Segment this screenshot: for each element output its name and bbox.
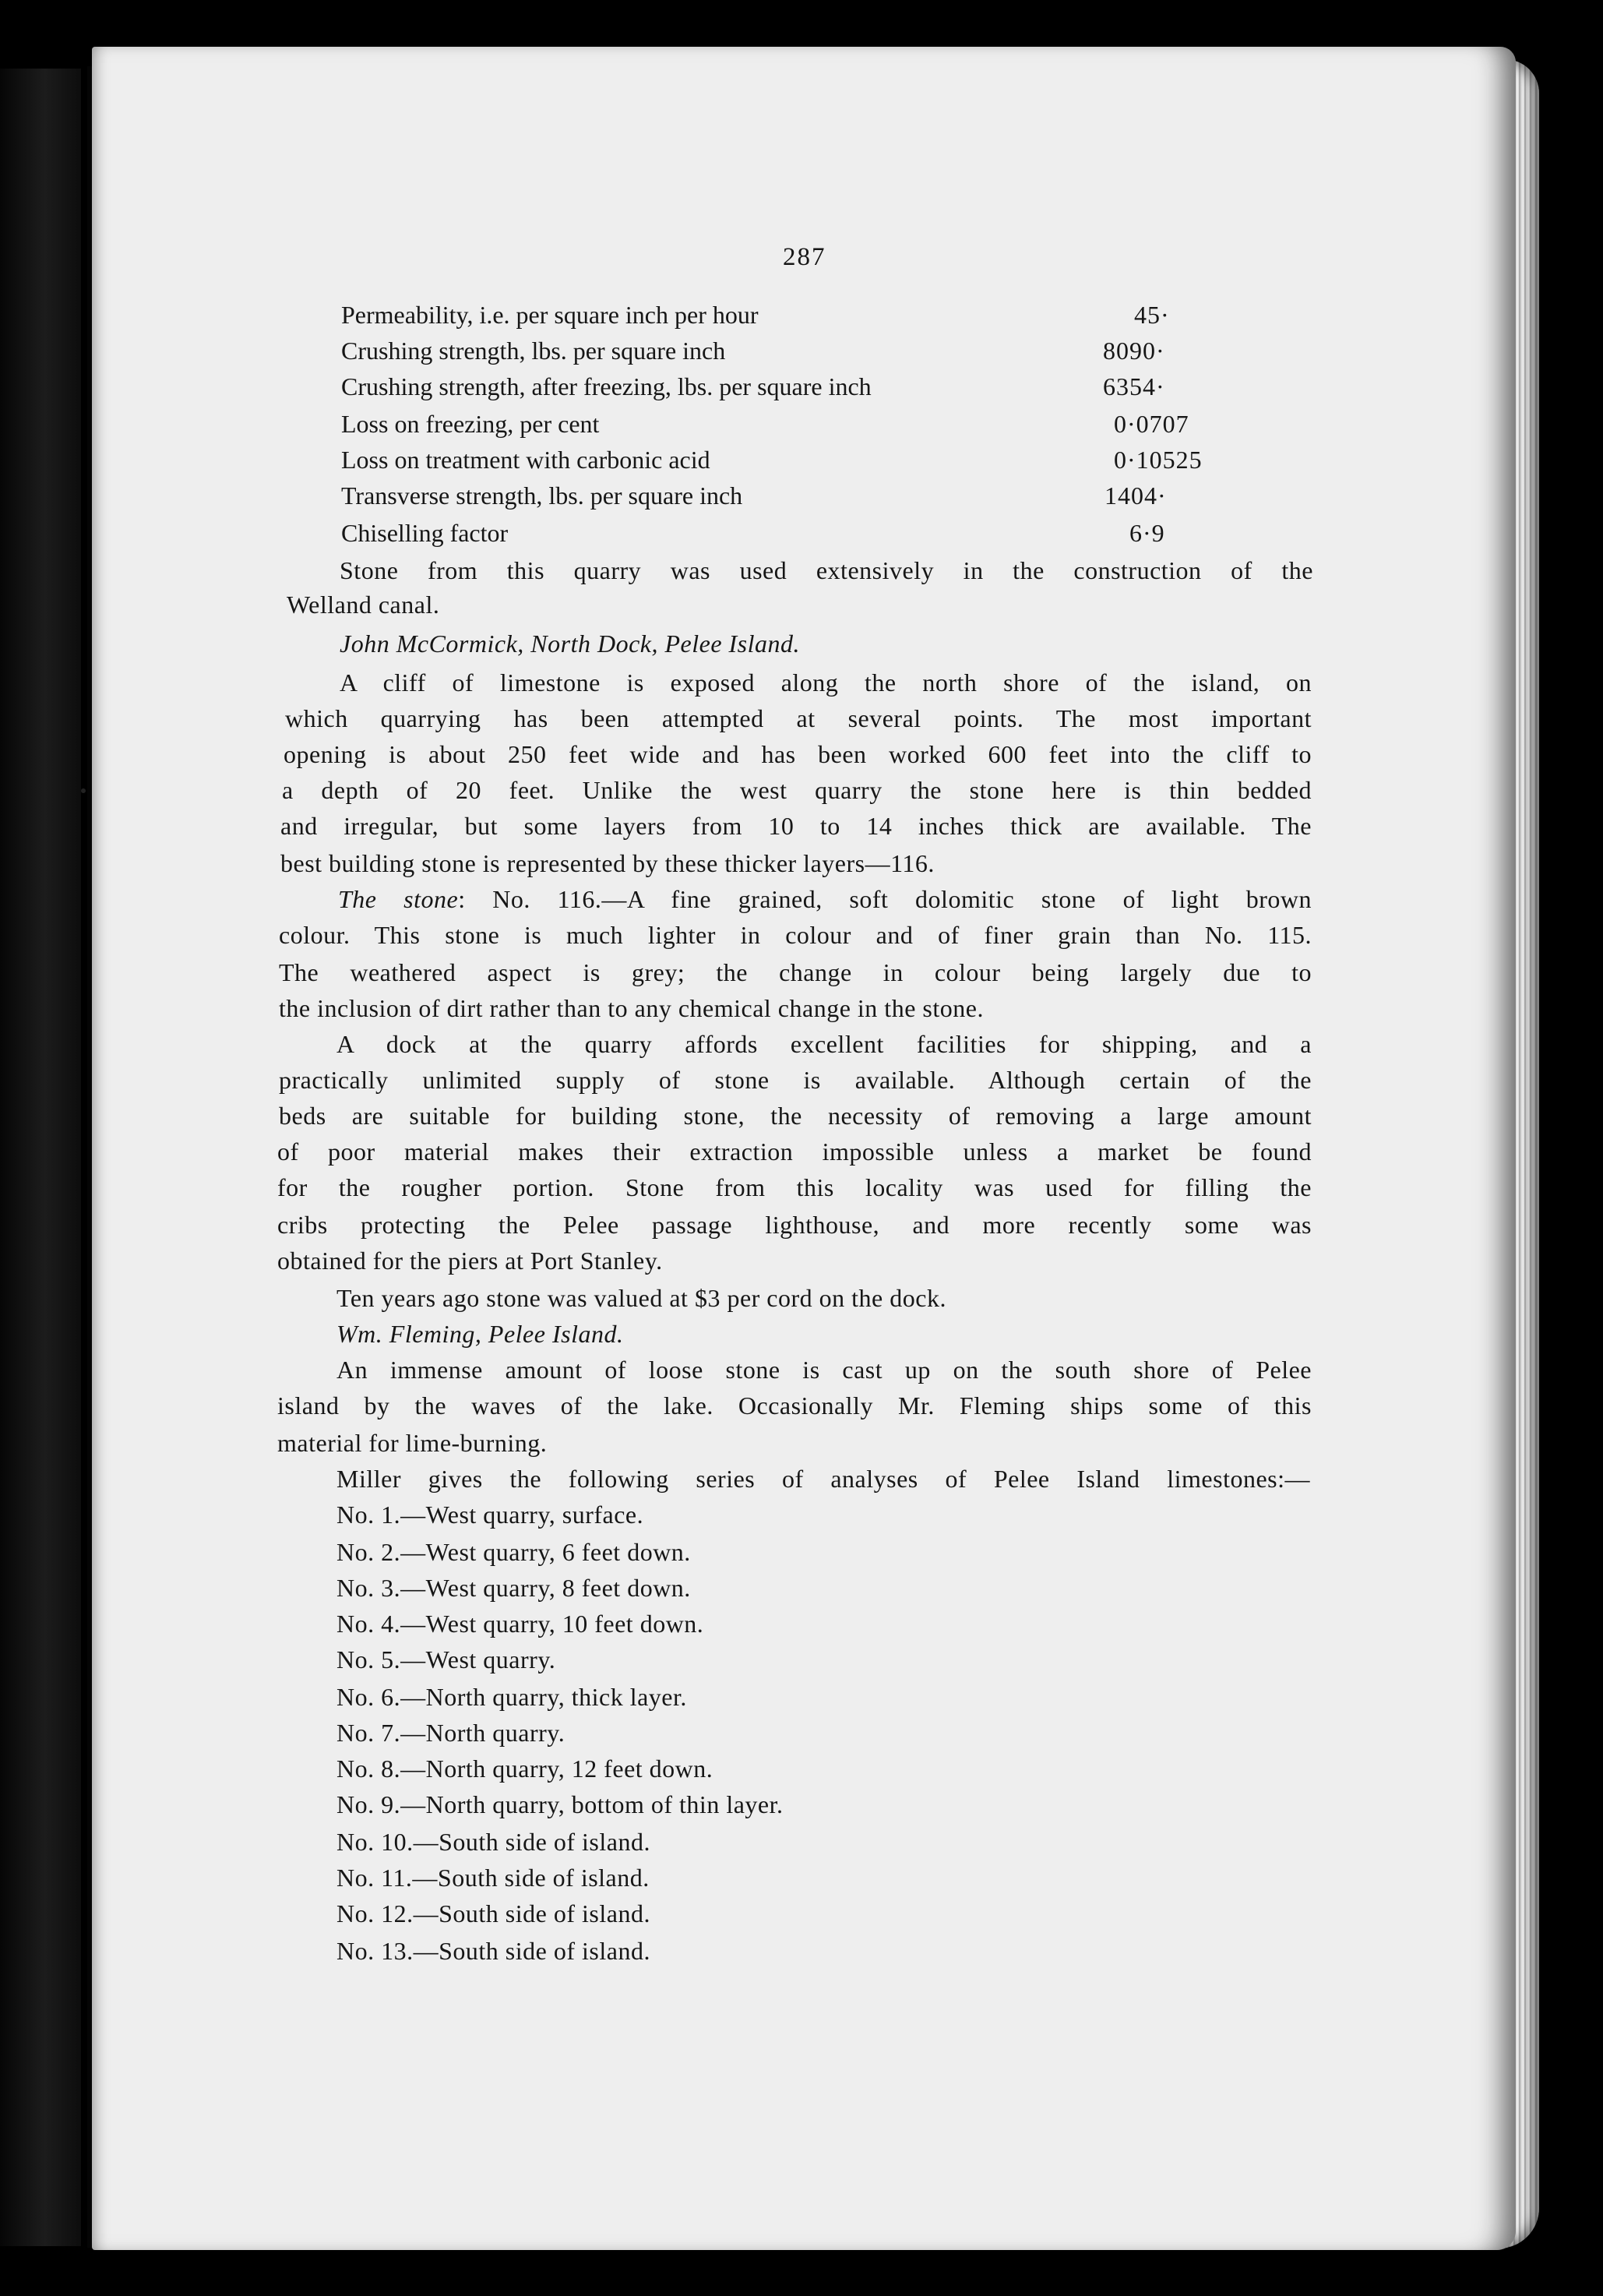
text-line: best building stone is represented by these thicker layers—116. [280, 849, 935, 877]
spec-value: 0·0707 [1114, 410, 1189, 438]
spec-row [341, 299, 1252, 330]
list-item: No. 10.—South side of island. [336, 1828, 650, 1856]
spec-value: 6354· [1103, 372, 1165, 400]
list-item: No. 2.—West quarry, 6 feet down. [336, 1538, 691, 1566]
spec-row [341, 480, 1252, 511]
text-line: A cliff of limestone is exposed along the north shore of the island, on [340, 668, 1312, 697]
spec-row [341, 444, 1252, 475]
text-line: colour. This stone is much lighter in colour and of finer grain than No. 115. [279, 921, 1312, 949]
section-heading: Wm. Fleming, Pelee Island. [336, 1320, 624, 1348]
list-item: No. 12.—South side of island. [336, 1899, 650, 1927]
inline-label: The stone [338, 885, 459, 913]
spec-label: Transverse strength, lbs. per square inch [341, 481, 743, 510]
spec-row [341, 335, 1252, 366]
list-item: No. 6.—North quarry, thick layer. [336, 1683, 687, 1711]
text-line: Ten years ago stone was valued at $3 per cord on the dock. [336, 1284, 946, 1312]
spec-row [341, 517, 1252, 548]
spec-label: Loss on freezing, per cent [341, 410, 600, 438]
spec-label: Crushing strength, after freezing, lbs. per square inch [341, 372, 872, 400]
spec-value: 6·9 [1129, 519, 1165, 547]
spec-row [341, 371, 1252, 402]
text-line [338, 883, 1312, 915]
text-line: Miller gives the following series of analyses of Pelee Island limestones:— [336, 1465, 1310, 1493]
text-line: opening is about 250 feet wide and has been worked 600 feet into the cliff to [284, 740, 1312, 768]
text-line: Welland canal. [287, 591, 440, 619]
spec-label: Crushing strength, lbs. per square inch [341, 337, 726, 365]
list-item: No. 7.—North quarry. [336, 1719, 565, 1747]
text-line: The weathered aspect is grey; the change in colour being largely due to [279, 958, 1312, 986]
text-line: of poor material makes their extraction impossible unless a market be found [277, 1137, 1312, 1166]
text-line: An immense amount of loose stone is cast up on the south shore of Pelee [336, 1356, 1312, 1384]
text-line: a depth of 20 feet. Unlike the west quarry the stone here is thin bedded [282, 776, 1312, 804]
text-line: for the rougher portion. Stone from this locality was used for filling the [277, 1173, 1312, 1201]
text-line: and irregular, but some layers from 10 to 14 inches thick are available. The [280, 812, 1312, 840]
text-line: practically unlimited supply of stone is available. Although certain of the [279, 1066, 1312, 1094]
spec-label: Chiselling factor [341, 519, 509, 547]
text-line: Stone from this quarry was used extensively in the construction of the [340, 556, 1313, 584]
list-item: No. 5.—West quarry. [336, 1645, 556, 1674]
list-item: No. 4.—West quarry, 10 feet down. [336, 1610, 704, 1638]
spec-value: 1404· [1104, 481, 1167, 510]
spec-value: 45· [1134, 301, 1170, 329]
text-line: obtained for the piers at Port Stanley. [277, 1247, 663, 1275]
list-item: No. 8.—North quarry, 12 feet down. [336, 1755, 713, 1783]
list-item: No. 11.—South side of island. [336, 1864, 650, 1892]
text-line: which quarrying has been attempted at several points. The most important [285, 704, 1312, 732]
list-item: No. 9.—North quarry, bottom of thin layer. [336, 1790, 784, 1818]
page-number: 287 [783, 243, 826, 271]
list-item: No. 13.—South side of island. [336, 1937, 650, 1965]
section-heading: John McCormick, North Dock, Pelee Island. [340, 630, 801, 658]
spec-value: 0·10525 [1114, 446, 1203, 474]
text-line: island by the waves of the lake. Occasionally Mr. Fleming ships some of this [277, 1391, 1312, 1420]
text-line: cribs protecting the Pelee passage lighthouse, and more recently some was [277, 1211, 1312, 1239]
spec-label: Permeability, i.e. per square inch per hour [341, 301, 759, 329]
spec-value: 8090· [1103, 337, 1165, 365]
text-line: material for lime-burning. [277, 1429, 548, 1457]
spec-label: Loss on treatment with carbonic acid [341, 446, 710, 474]
list-item: No. 3.—West quarry, 8 feet down. [336, 1574, 691, 1602]
spec-row [341, 408, 1252, 439]
inline-text: : No. 116.—A fine grained, soft dolomitic stone of light brown [458, 885, 1312, 913]
list-item: No. 1.—West quarry, surface. [336, 1501, 644, 1529]
text-line: the inclusion of dirt rather than to any chemical change in the stone. [279, 994, 984, 1022]
text-line: beds are suitable for building stone, the necessity of removing a large amount [279, 1102, 1312, 1130]
text-line: A dock at the quarry affords excellent facilities for shipping, and a [336, 1030, 1312, 1058]
